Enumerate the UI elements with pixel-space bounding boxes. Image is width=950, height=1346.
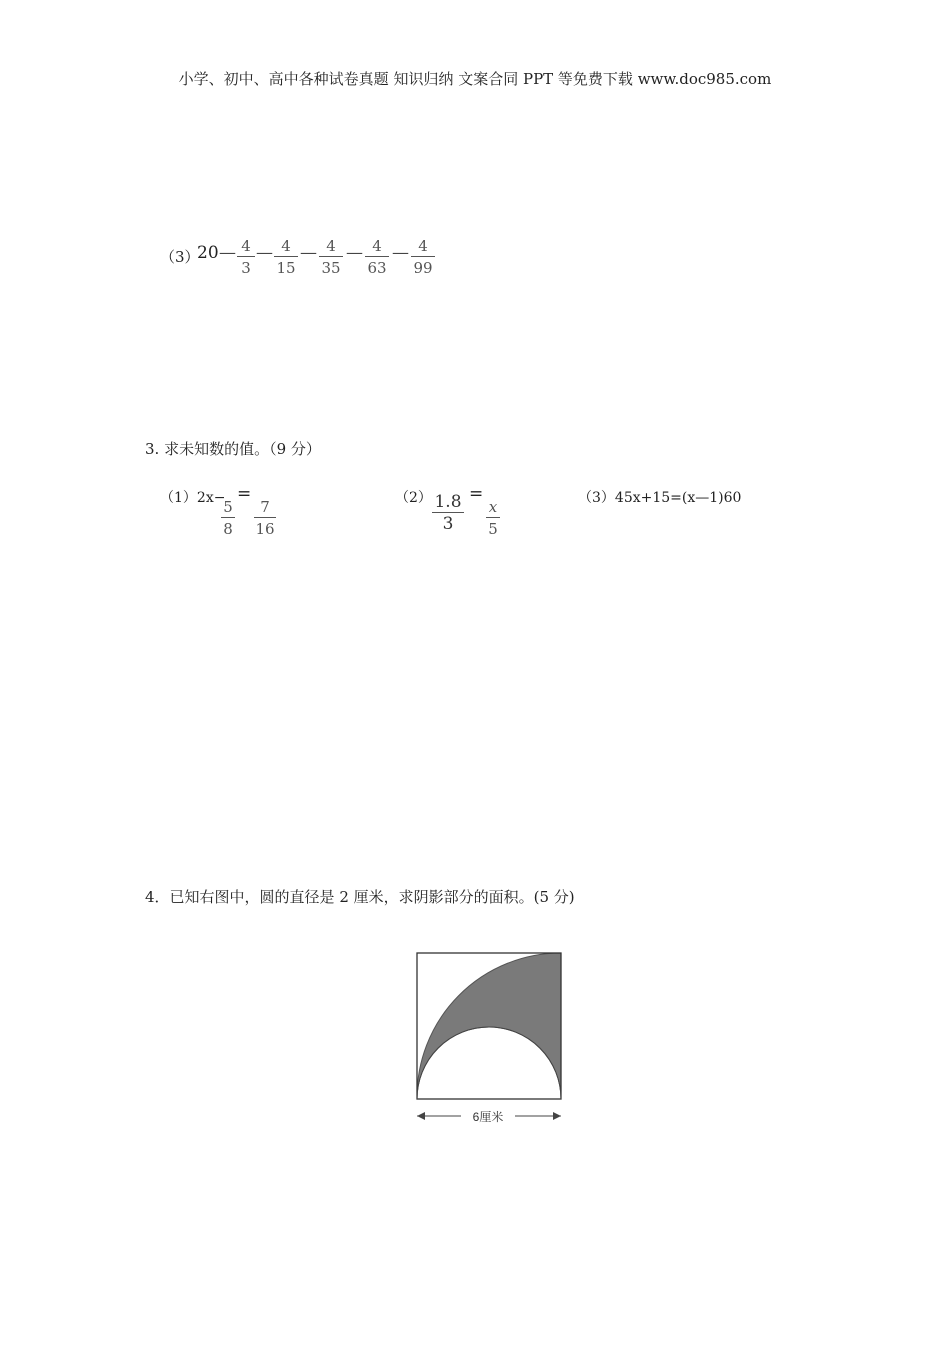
fraction: 4 99 (411, 236, 435, 279)
fraction: x 5 (486, 497, 500, 540)
q3-title: 3. 求未知数的值。（9 分） (145, 440, 321, 458)
dimension-label: 6厘米 (472, 1110, 504, 1124)
fraction: 4 3 (237, 236, 255, 279)
equals-sign: = (237, 484, 252, 504)
fraction: 4 35 (319, 236, 343, 279)
fraction: 5 8 (221, 497, 235, 540)
fraction: 1.8 3 (432, 492, 464, 535)
q2-3-lead: 20 (197, 243, 219, 263)
arrowhead-left-icon (417, 1112, 425, 1120)
fraction: 4 63 (365, 236, 389, 279)
q3-1-label: （1）2x− (160, 490, 226, 506)
fraction: 4 15 (274, 236, 298, 279)
minus-sign: — (256, 243, 273, 263)
minus-sign: — (346, 243, 363, 263)
page-header: 小学、初中、高中各种试卷真题 知识归纳 文案合同 PPT 等免费下载 www.doc985.com (178, 70, 772, 88)
shaded-region (417, 953, 561, 1099)
q3-2-label: （2） (395, 490, 432, 506)
minus-sign: — (219, 243, 236, 263)
q4-title: 4．已知右图中，圆的直径是 2 厘米，求阴影部分的面积。(5 分) (145, 888, 575, 906)
minus-sign: — (392, 243, 409, 263)
equals-sign: = (469, 484, 484, 504)
q4-figure (405, 945, 575, 1130)
fraction: 7 16 (255, 498, 275, 538)
minus-sign: — (300, 243, 317, 263)
q2-3-label: （3） (160, 248, 200, 266)
q3-part3: （3）45x+15=(x—1)60 (578, 490, 742, 506)
arrowhead-right-icon (553, 1112, 561, 1120)
